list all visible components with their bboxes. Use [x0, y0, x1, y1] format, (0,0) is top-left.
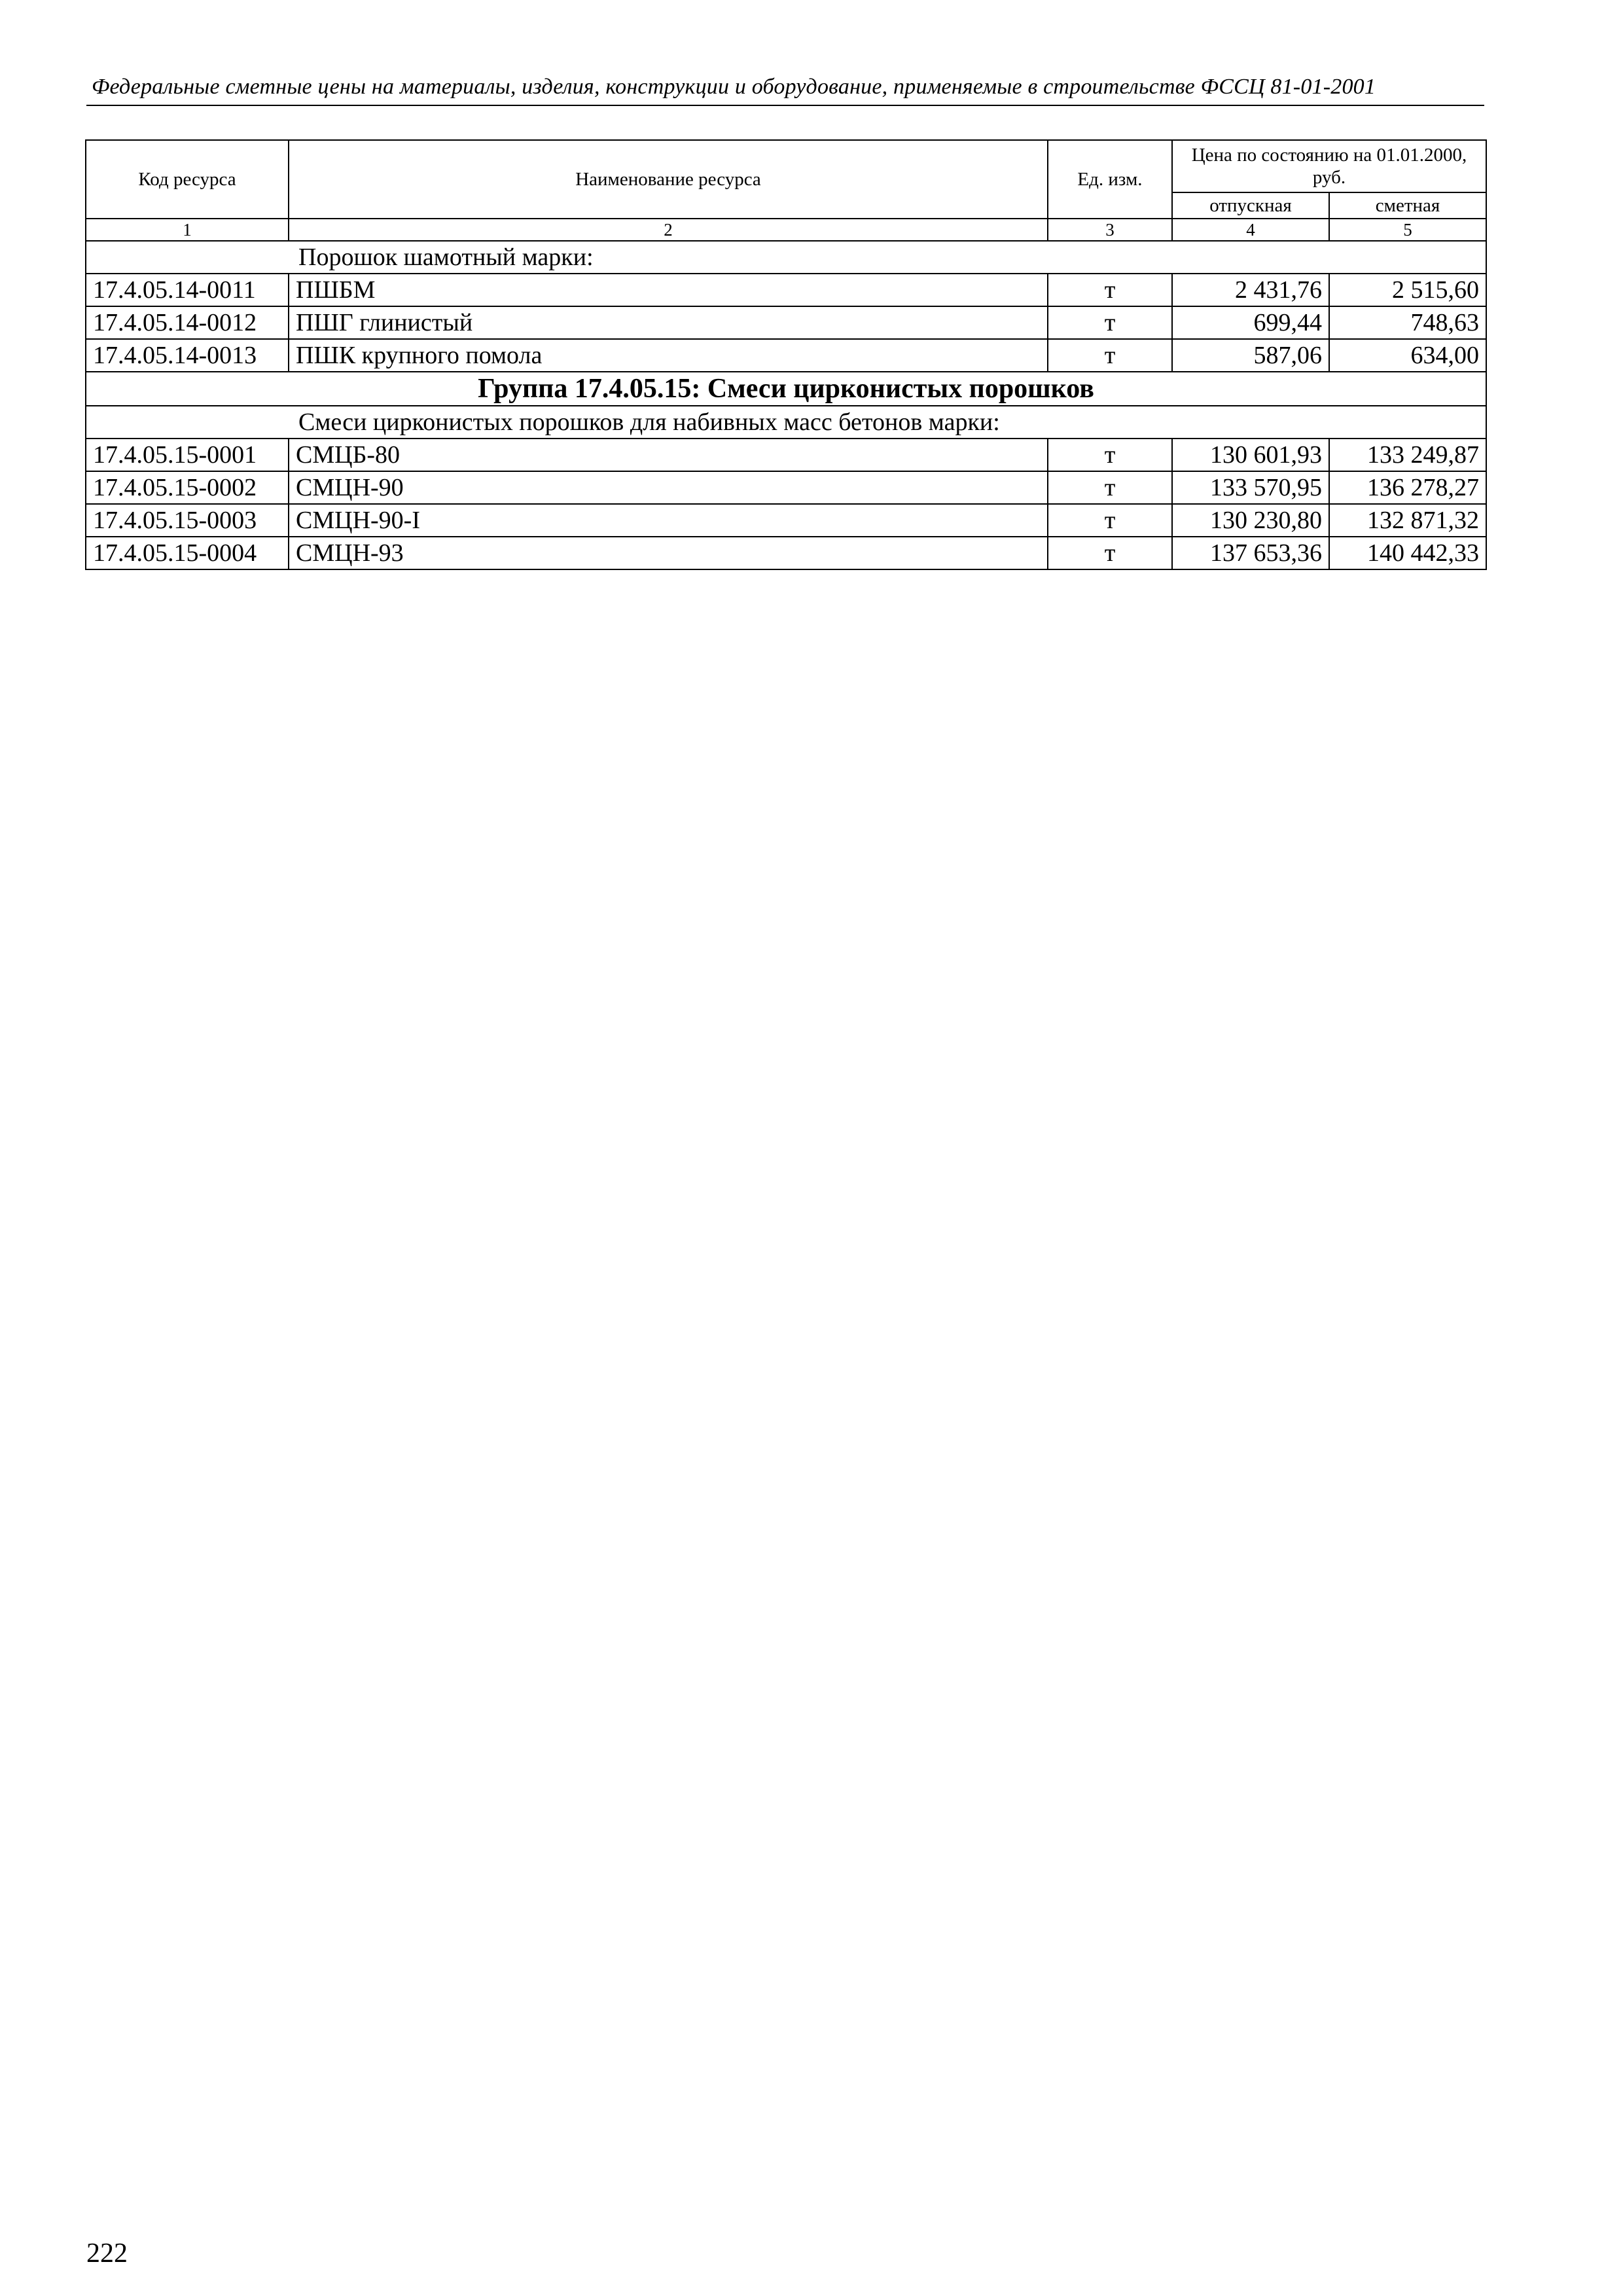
table-row — [86, 471, 1486, 504]
header-release-price: отпускная — [1172, 192, 1329, 219]
estimate-price: 136 278,27 — [1329, 471, 1486, 504]
resource-name: СМЦН-90-I — [289, 504, 1048, 537]
estimate-price: 133 249,87 — [1329, 439, 1486, 471]
release-price: 2 431,76 — [1172, 274, 1329, 306]
subgroup-heading — [86, 241, 1486, 274]
release-price: 130 230,80 — [1172, 504, 1329, 537]
unit: т — [1048, 339, 1172, 372]
subgroup-title: Смеси цирконистых порошков для набивных масс бетонов марки: — [86, 406, 1486, 439]
header-name: Наименование ресурса — [289, 140, 1048, 219]
estimate-price: 634,00 — [1329, 339, 1486, 372]
column-number: 2 — [289, 219, 1048, 241]
table-row — [86, 504, 1486, 537]
column-number: 4 — [1172, 219, 1329, 241]
resource-name: ПШБМ — [289, 274, 1048, 306]
resource-code: 17.4.05.15-0002 — [86, 471, 289, 504]
estimate-price: 132 871,32 — [1329, 504, 1486, 537]
release-price: 137 653,36 — [1172, 537, 1329, 569]
unit: т — [1048, 504, 1172, 537]
resource-code: 17.4.05.15-0001 — [86, 439, 289, 471]
unit: т — [1048, 306, 1172, 339]
unit: т — [1048, 274, 1172, 306]
running-header: Федеральные сметные цены на материалы, изделия, конструкции и оборудование, применяемые в строительстве ФССЦ 81-01-2001 — [92, 75, 1376, 99]
column-number: 3 — [1048, 219, 1172, 241]
resource-code: 17.4.05.15-0004 — [86, 537, 289, 569]
release-price: 130 601,93 — [1172, 439, 1329, 471]
table-row — [86, 439, 1486, 471]
group-heading — [86, 372, 1486, 406]
header-code: Код ресурса — [86, 140, 289, 219]
header-price-group: Цена по состоянию на 01.01.2000, руб. — [1172, 140, 1486, 192]
header-estimate-price: сметная — [1329, 192, 1486, 219]
release-price: 587,06 — [1172, 339, 1329, 372]
resource-name: СМЦБ-80 — [289, 439, 1048, 471]
unit: т — [1048, 439, 1172, 471]
estimate-price: 140 442,33 — [1329, 537, 1486, 569]
estimate-price: 748,63 — [1329, 306, 1486, 339]
table-row — [86, 537, 1486, 569]
resource-code: 17.4.05.14-0012 — [86, 306, 289, 339]
resource-code: 17.4.05.14-0011 — [86, 274, 289, 306]
resource-code: 17.4.05.15-0003 — [86, 504, 289, 537]
group-title: Группа 17.4.05.15: Смеси цирконистых порошков — [86, 372, 1486, 406]
header-rule — [86, 105, 1484, 106]
unit: т — [1048, 471, 1172, 504]
price-table — [85, 139, 1487, 570]
column-number: 5 — [1329, 219, 1486, 241]
column-number: 1 — [86, 219, 289, 241]
resource-code: 17.4.05.14-0013 — [86, 339, 289, 372]
subgroup-title: Порошок шамотный марки: — [86, 241, 1486, 274]
resource-name: ПШК крупного помола — [289, 339, 1048, 372]
table-row — [86, 274, 1486, 306]
release-price: 133 570,95 — [1172, 471, 1329, 504]
release-price: 699,44 — [1172, 306, 1329, 339]
table-row — [86, 339, 1486, 372]
subgroup-heading — [86, 406, 1486, 439]
resource-name: СМЦН-93 — [289, 537, 1048, 569]
unit: т — [1048, 537, 1172, 569]
header-unit: Ед. изм. — [1048, 140, 1172, 219]
estimate-price: 2 515,60 — [1329, 274, 1486, 306]
column-numbers-row — [86, 219, 1486, 241]
resource-name: СМЦН-90 — [289, 471, 1048, 504]
table-row — [86, 306, 1486, 339]
resource-name: ПШГ глинистый — [289, 306, 1048, 339]
page-number: 222 — [86, 2238, 128, 2269]
